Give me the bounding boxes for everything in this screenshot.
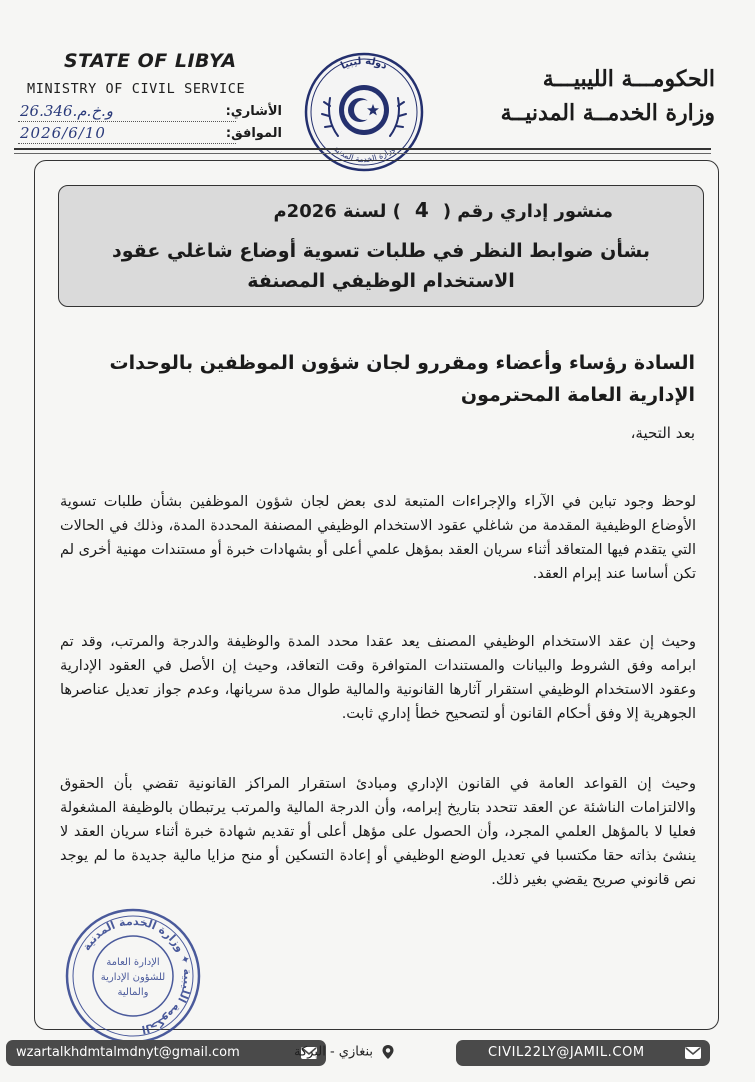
reference-number-row <box>14 104 282 124</box>
footer-location <box>294 1044 395 1060</box>
footer-location-text: بنغازي - البركة <box>294 1044 374 1060</box>
email-pill <box>6 1040 326 1066</box>
footer-site: CIVIL22LY@JAMIL.COM <box>488 1045 645 1060</box>
circular-number: 4 <box>414 198 429 222</box>
arabic-government-name: الحكومـــة الليبيـــة <box>542 66 715 92</box>
circular-prefix: منشور إداري رقم ( <box>442 201 613 222</box>
english-ministry-name: MINISTRY OF CIVIL SERVICE <box>27 81 246 97</box>
location-pin-icon <box>381 1044 395 1060</box>
header-divider <box>14 148 711 150</box>
circular-year: ) لسنة 2026م <box>273 201 401 222</box>
date-label: الموافق: <box>225 126 282 141</box>
reference-value: و.خ.م.26.346 <box>20 102 114 120</box>
header-divider-thin <box>14 153 711 154</box>
footer-bar <box>0 1030 755 1082</box>
date-value: 2026/6/10 <box>20 124 106 142</box>
logo-bottom-text: وزارة الخدمة المدنية <box>331 144 397 165</box>
stamp-inner-line2: للشؤون الإدارية <box>100 972 166 983</box>
reference-label: الأشاري: <box>225 104 282 119</box>
date-row <box>14 126 282 146</box>
circular-subject-line1: بشأن ضوابط النظر في طلبات تسوية أوضاع شاغلي عقود <box>112 240 650 262</box>
official-stamp <box>62 905 204 1047</box>
addressee-line2: الإدارية العامة المحترمون <box>460 384 695 406</box>
letterhead <box>0 0 755 165</box>
circular-title-box <box>58 185 704 307</box>
body-paragraph-3: وحيث إن القواعد العامة في القانون الإداري ومبادئ استقرار المراكز القانونية تقضي بأن الحقوق والالتزامات الناشئة عن العقد تتحدد بتاريخ إبرامه، وأن الدرجة المالية والمرتب يرتبطان بالوظيفة المشغولة فعليا لا بالمؤهل العلمي المجرد، وأن الحصول على مؤهل أعلى أو تقديم شهادة خبرة أثناء سريان العقد لا ينشئ بذاته حقا مكتسبا في تعديل الوضع الوظيفي أو إعادة التسكين أو منح مزايا مالية جديدة ما لم يوجد نص قانوني صريح يقضي بغير ذلك. <box>60 776 696 888</box>
english-state-name: STATE OF LIBYA <box>64 50 237 72</box>
body-paragraph-1: لوحظ وجود تباين في الآراء والإجراءات المتبعة لدى بعض لجان شؤون الموظفين بشأن طلبات تسوية الأوضاع الوظيفية المقدمة من شاغلي عقود الاستخدام الوظيفي المصنفة المحددة المدة، وذلك في الحالات التي يتقدم فيها المتعاقد أثناء سريان العقد بمؤهل علمي أعلى أو بشهادات خبرة أو مستندات مهنية أخرى لم تكن أساسا عند إبرام العقد. <box>60 494 696 582</box>
arabic-ministry-name: وزارة الخدمــة المدنيــة <box>500 100 715 126</box>
reference-dotted-line <box>18 121 236 122</box>
stamp-ring-text: الحكومة الليبية ✦ وزارة الخدمة المدنية <box>79 914 195 1037</box>
email-icon <box>684 1044 702 1062</box>
addressee-line1: السادة رؤساء وأعضاء ومقررو لجان شؤون الموظفين بالوحدات <box>109 352 695 374</box>
body-paragraph-2: وحيث إن عقد الاستخدام الوظيفي المصنف يعد عقدا محدد المدة والوظيفة والدرجة والمرتب، وقد تم ابرامه وفق الشروط والبيانات والمستندات المتوافرة وقت التعاقد، وحيث إن الأصل في العقود الإدارية وعقود الاستخدام الوظيفي استقرار آثارها القانونية والمالية طوال مدة سريانها، وعدم جواز تعديل عناصرها الجوهرية إلا وفق أحكام القانون أو لتصحيح خطأ إداري ثابت. <box>60 634 696 722</box>
circular-subject-line2: الاستخدام الوظيفي المصنفة <box>247 270 515 292</box>
circular-number-line <box>273 198 613 222</box>
stamp-inner-line3: والمالية <box>117 987 149 998</box>
date-dotted-line <box>18 143 236 144</box>
website-pill <box>456 1040 710 1066</box>
logo-top-text: دولة ليبيا <box>339 55 389 72</box>
greeting: بعد التحية، <box>630 424 695 442</box>
footer-email: wzartalkhdmtalmdnyt@gmail.com <box>16 1045 240 1060</box>
stamp-inner-line1: الإدارة العامة <box>106 957 160 968</box>
